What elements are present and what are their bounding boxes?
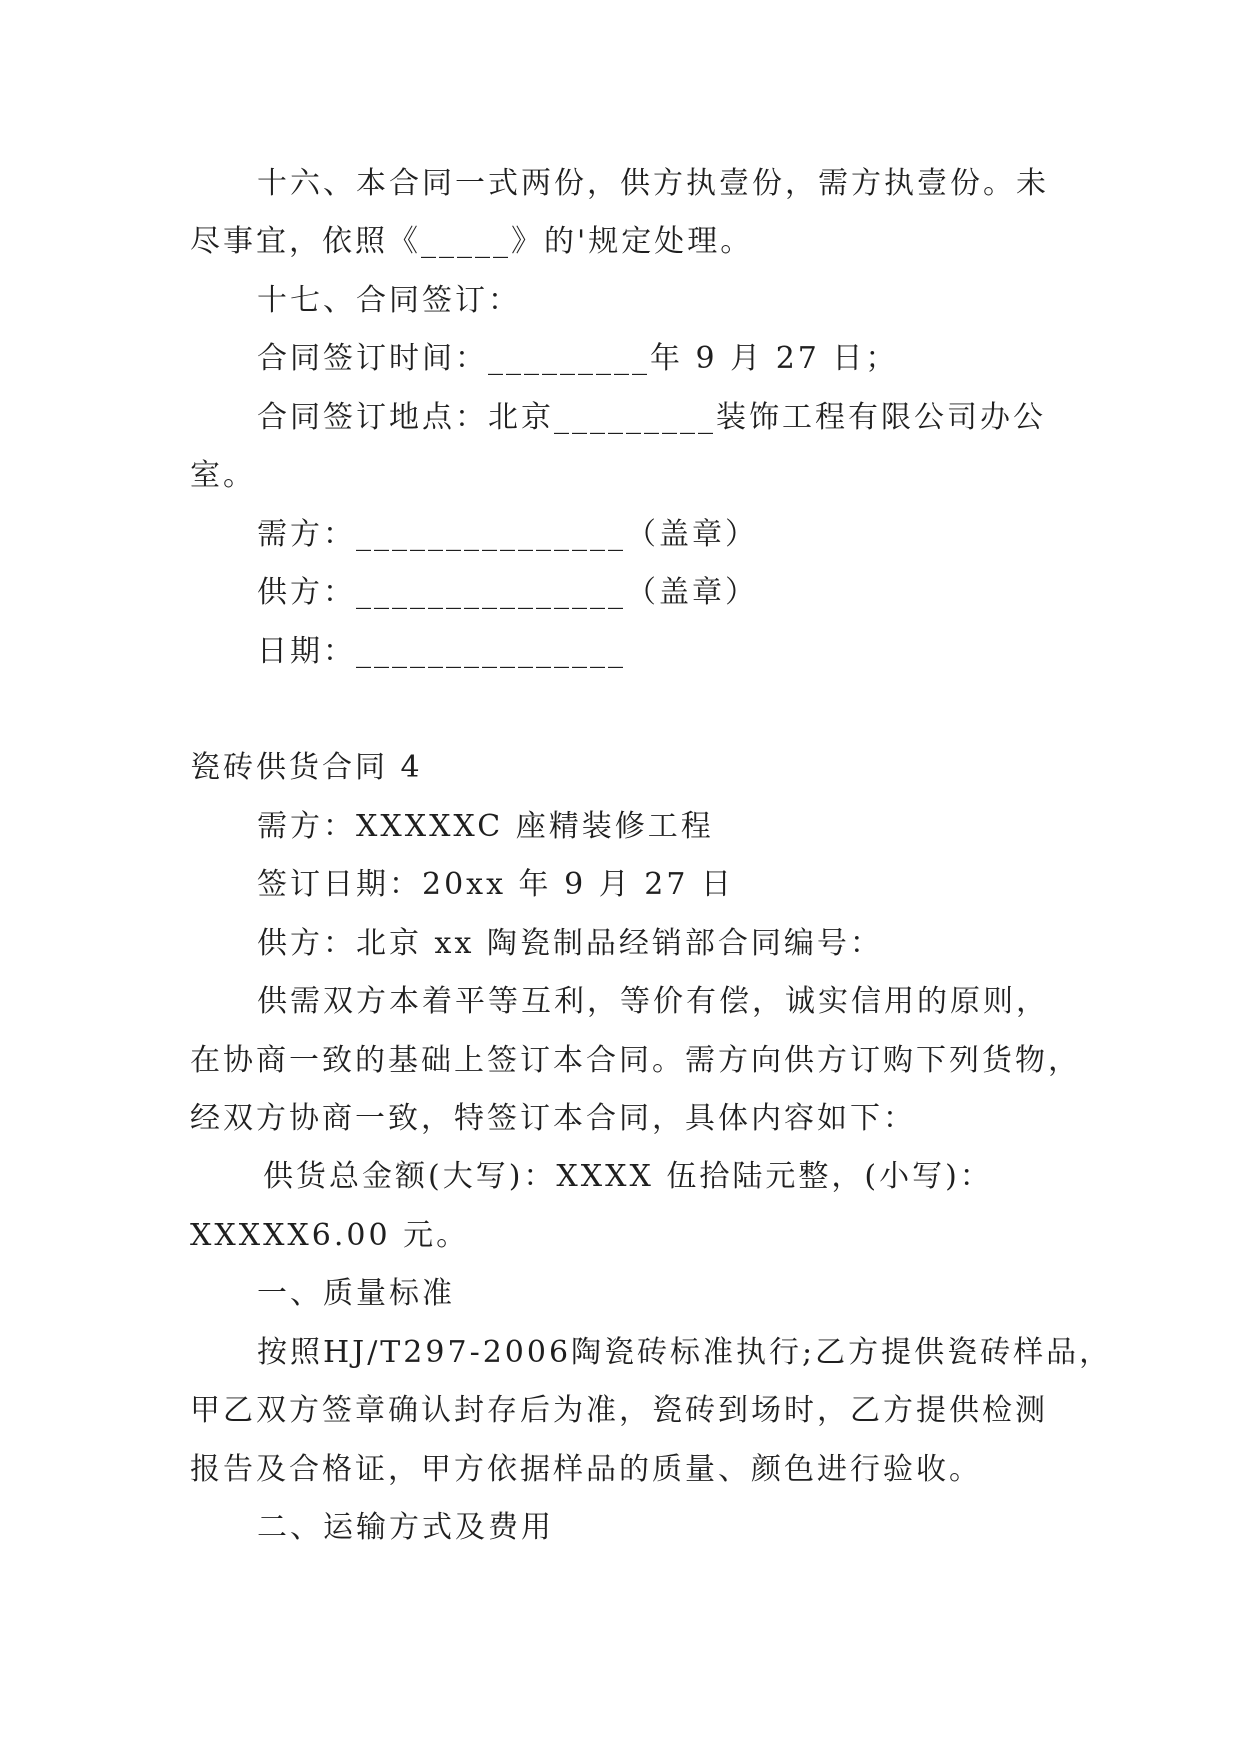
clause-17-heading: 十七、合同签订： xyxy=(257,282,521,318)
preamble-line-1: 供需双方本着平等互利，等价有偿，诚实信用的原则， xyxy=(257,984,1049,1020)
blank-line xyxy=(190,681,1121,739)
section-1-body-line-1: 按照HJ/T297-2006陶瓷砖标准执行;乙方提供瓷砖样品， xyxy=(257,1334,1113,1370)
contract-title: 瓷砖供货合同 4 xyxy=(190,750,423,786)
buyer-line: 需方：XXXXXC 座精装修工程 xyxy=(257,808,714,844)
supplier-line: 供方：北京 xx 陶瓷制品经销部合同编号： xyxy=(257,925,883,961)
clause-16-line-1: 十六、本合同一式两份，供方执壹份，需方执壹份。未 xyxy=(257,166,1049,201)
supplier-seal-line: 供方：_______________（盖章） xyxy=(257,575,758,611)
signing-place-line-2: 室。 xyxy=(190,458,256,494)
preamble-line-2: 在协商一致的基础上签订本合同。需方向供方订购下列货物， xyxy=(190,1042,1081,1078)
clause-16-line-2: 尽事宜，依照《_____》的'规定处理。 xyxy=(190,224,754,260)
total-amount-line-2: XXXXX6.00 元。 xyxy=(190,1217,470,1253)
section-1-body-line-2: 甲乙双方签章确认封存后为准，瓷砖到场时，乙方提供检测 xyxy=(190,1393,1048,1429)
signing-place-line-1: 合同签订地点：北京_________装饰工程有限公司办公 xyxy=(257,399,1046,435)
date-line: 日期：_______________ xyxy=(257,633,626,669)
buyer-seal-line: 需方：_______________（盖章） xyxy=(257,516,758,552)
section-1-body-line-3: 报告及合格证，甲方依据样品的质量、颜色进行验收。 xyxy=(190,1451,982,1487)
section-1-heading: 一、质量标准 xyxy=(257,1276,455,1312)
signing-date-line: 签订日期：20xx 年 9 月 27 日 xyxy=(257,867,734,903)
preamble-line-3: 经双方协商一致，特签订本合同，具体内容如下： xyxy=(190,1101,916,1136)
total-amount-line-1: 供货总金额(大写)：XXXX 伍拾陆元整，(小写)： xyxy=(263,1159,993,1195)
section-2-heading: 二、运输方式及费用 xyxy=(257,1510,554,1546)
signing-time: 合同签订时间：_________年 9 月 27 日； xyxy=(257,341,899,377)
